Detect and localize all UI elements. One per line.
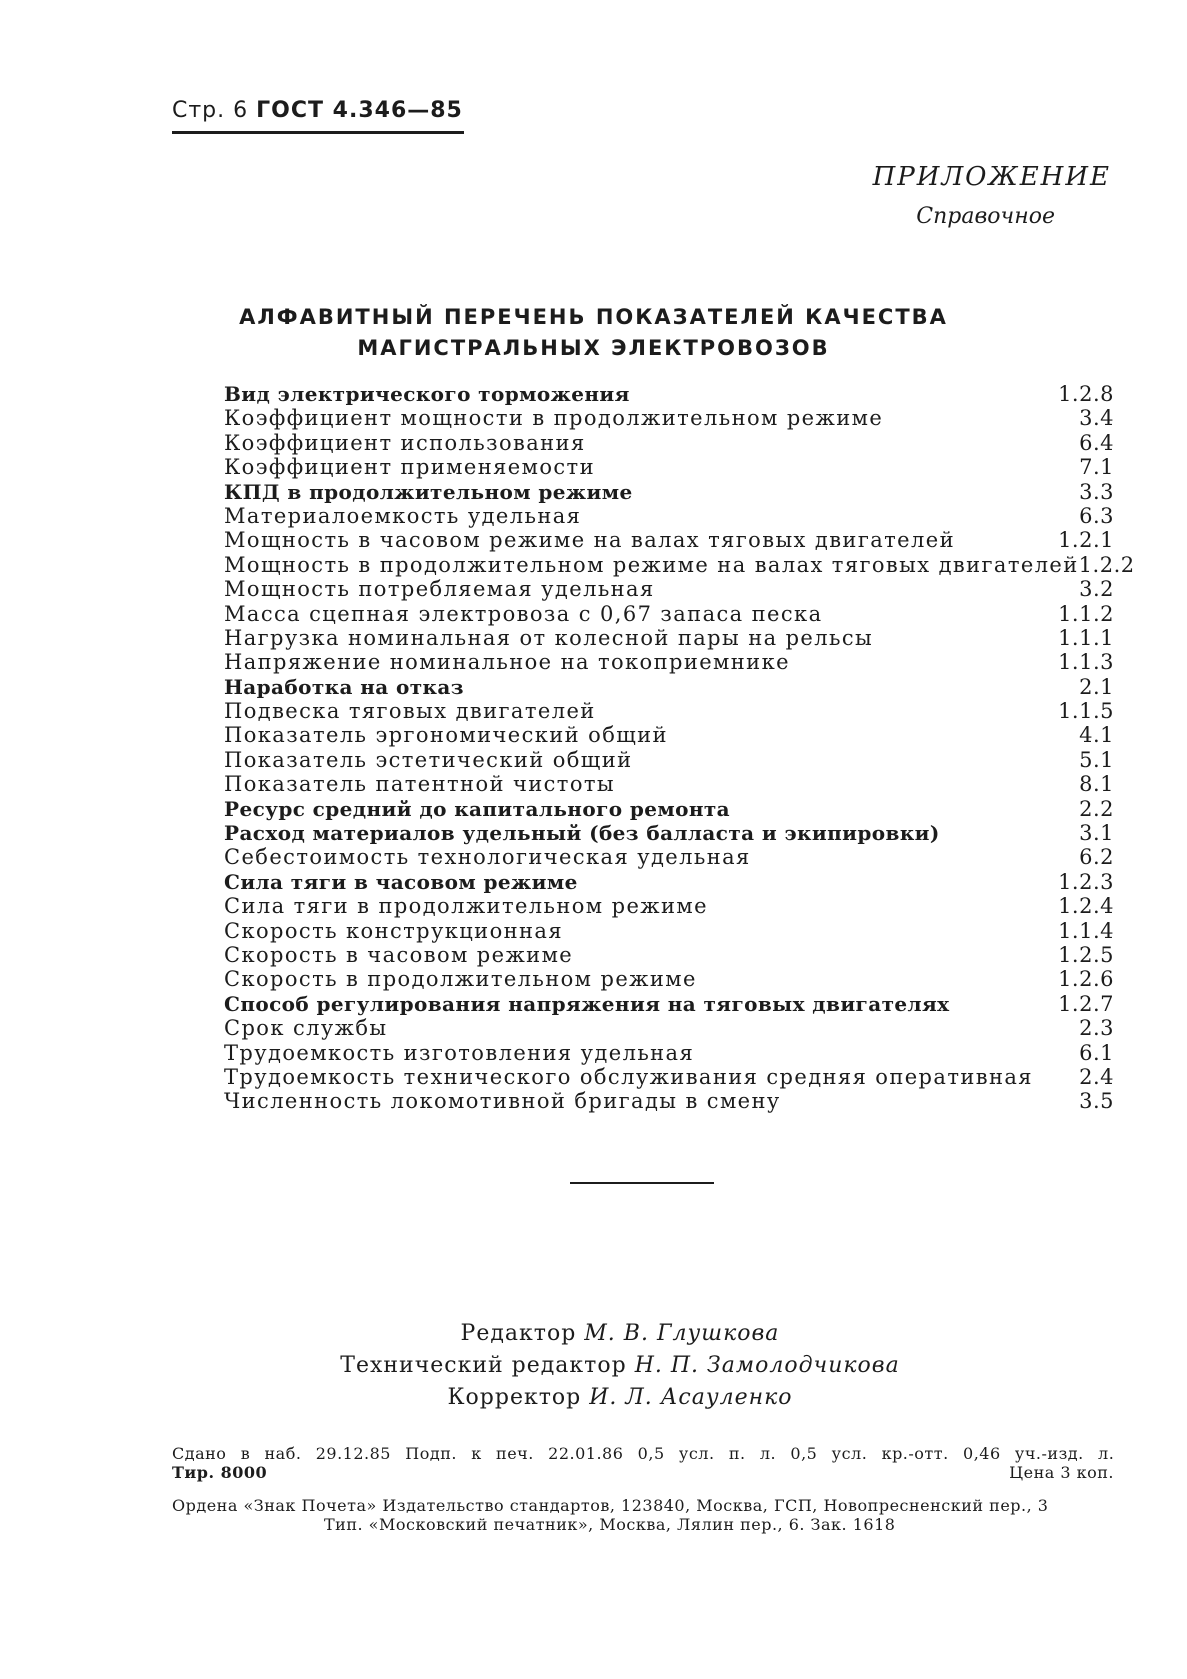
index-row [224, 455, 1114, 479]
index-label: Вид электрического торможения [224, 382, 630, 406]
index-row [224, 602, 1114, 626]
separator-rule [570, 1182, 714, 1184]
imprint-line-1 [172, 1444, 1114, 1463]
editor-role: Редактор [460, 1321, 577, 1346]
index-ref: 1.2.8 [1058, 382, 1114, 406]
index-row [224, 626, 1114, 650]
index-row [224, 992, 1114, 1016]
index-ref: 1.2.1 [1058, 528, 1114, 553]
index-ref: 3.5 [1079, 1089, 1114, 1114]
circulation: Тир. 8000 [172, 1463, 268, 1482]
page-label: Стр. 6 [172, 98, 249, 123]
index-ref: 1.1.3 [1058, 650, 1114, 675]
index-ref: 8.1 [1079, 772, 1114, 797]
title-line-1: АЛФАВИТНЫЙ ПЕРЕЧЕНЬ ПОКАЗАТЕЛЕЙ КАЧЕСТВА [239, 305, 948, 329]
editor-name: М. В. Глушкова [584, 1321, 780, 1346]
index-ref: 3.4 [1079, 406, 1114, 431]
publisher-line: Ордена «Знак Почета» Издательство стандартов, 123840, Москва, ГСП, Новопресненский пер., 3 [172, 1496, 1049, 1515]
index-ref: 1.2.4 [1058, 894, 1114, 919]
index-ref: 2.3 [1079, 1016, 1114, 1041]
index-ref: 1.2.2 [1078, 552, 1135, 577]
index-label: Коэффициент использования [224, 430, 586, 455]
index-label: Нагрузка номинальная от колесной пары на рельсы [224, 625, 874, 650]
index-row [224, 845, 1114, 869]
credits [300, 1318, 940, 1414]
index-ref: 5.1 [1079, 747, 1114, 772]
standard-number: ГОСТ 4.346—85 [256, 98, 463, 123]
index-ref: 2.1 [1079, 674, 1114, 699]
index-label: Трудоемкость технического обслуживания средняя оперативная [224, 1064, 1033, 1089]
index-label: Подвеска тяговых двигателей [224, 699, 596, 724]
index-label: Мощность в продолжительном режиме на валах тяговых двигателей [224, 552, 1079, 577]
index-ref: 2.2 [1079, 796, 1114, 821]
appendix-heading [873, 162, 1111, 229]
index-label: Показатель эргономический общий [224, 723, 668, 748]
index-row [224, 723, 1114, 747]
document-title [0, 302, 1187, 364]
index-ref: 6.3 [1079, 503, 1114, 528]
index-ref: 3.2 [1079, 577, 1114, 602]
index-ref: 6.1 [1079, 1040, 1114, 1065]
index-label: Сила тяги в часовом режиме [224, 869, 578, 894]
index-ref: 7.1 [1079, 455, 1114, 480]
index-label: Скорость в часовом режиме [224, 942, 574, 967]
index-ref: 1.1.4 [1058, 918, 1114, 943]
index-row [224, 431, 1114, 455]
index-row [224, 675, 1114, 699]
index-label: Срок службы [224, 1016, 388, 1041]
index-row [224, 797, 1114, 821]
index-row [224, 870, 1114, 894]
index-ref: 3.1 [1079, 821, 1114, 846]
index-ref: 1.2.7 [1058, 991, 1114, 1016]
index-label: Материалоемкость удельная [224, 503, 582, 528]
tech-editor-line [300, 1350, 940, 1382]
appendix-title: ПРИЛОЖЕНИЕ [872, 162, 1111, 192]
price: Цена 3 коп. [1009, 1463, 1114, 1482]
index-label: Себестоимость технологическая удельная [224, 845, 751, 870]
index-ref: 1.1.5 [1058, 699, 1114, 724]
index-ref: 3.3 [1079, 479, 1114, 504]
index-ref: 1.1.1 [1058, 625, 1114, 650]
index-row [224, 894, 1114, 918]
appendix-subtitle: Справочное [916, 204, 1055, 229]
index-label: Масса сцепная электровоза с 0,67 запаса песка [224, 601, 823, 626]
index-row [224, 528, 1114, 552]
title-line-2: МАГИСТРАЛЬНЫХ ЭЛЕКТРОВОЗОВ [357, 336, 830, 360]
page-header [172, 98, 464, 134]
index-row [224, 772, 1114, 796]
index-row [224, 504, 1114, 528]
index-label: Численность локомотивной бригады в смену [224, 1089, 781, 1114]
index-ref: 1.2.3 [1058, 869, 1114, 894]
index-label: Скорость конструкционная [224, 918, 563, 943]
index-row [224, 382, 1114, 406]
index-ref: 4.1 [1079, 723, 1114, 748]
index-label: Сила тяги в продолжительном режиме [224, 894, 708, 919]
index-ref: 1.2.6 [1058, 967, 1114, 992]
index-row [224, 748, 1114, 772]
index-row [224, 552, 1135, 577]
page-header-text [172, 98, 464, 123]
tech-editor-name: Н. П. Замолодчикова [634, 1353, 900, 1378]
index-row [224, 821, 1114, 845]
index-label: Наработка на отказ [224, 674, 464, 699]
imprint [172, 1444, 1114, 1534]
publisher-info [172, 1496, 1114, 1534]
imprint-line-2 [172, 1463, 1114, 1482]
index-row [224, 1016, 1114, 1040]
index-ref: 6.4 [1079, 430, 1114, 455]
index-row [224, 967, 1114, 991]
index-row [224, 699, 1114, 723]
index-label: Коэффициент применяемости [224, 455, 595, 480]
index-row [224, 1041, 1114, 1065]
index-label: Расход материалов удельный (без балласта и экипировки) [224, 821, 940, 846]
index-label: КПД в продолжительном режиме [224, 479, 633, 504]
index-ref: 1.1.2 [1058, 601, 1114, 626]
index-row [224, 919, 1114, 943]
header-rule [172, 131, 464, 134]
index-label: Трудоемкость изготовления удельная [224, 1040, 695, 1065]
index-label: Способ регулирования напряжения на тяговых двигателях [224, 991, 950, 1016]
index-label: Показатель эстетический общий [224, 747, 633, 772]
index-list [224, 382, 1135, 1114]
index-label: Скорость в продолжительном режиме [224, 967, 697, 992]
index-label: Мощность в часовом режиме на валах тяговых двигателей [224, 528, 955, 553]
index-label: Показатель патентной чистоты [224, 772, 615, 797]
corrector-line [300, 1382, 940, 1414]
index-row [224, 1089, 1114, 1113]
tech-editor-role: Технический редактор [340, 1353, 627, 1378]
index-ref: 6.2 [1079, 845, 1114, 870]
index-row [224, 406, 1114, 430]
index-label: Ресурс средний до капитального ремонта [224, 796, 731, 821]
corrector-name: И. Л. Асауленко [589, 1385, 793, 1410]
editor-line [300, 1318, 940, 1350]
print-details: Сдано в наб. 29.12.85 Подп. к печ. 22.01.86 0,5 усл. п. л. 0,5 усл. кр.-отт. 0,46 уч.-изд. л. [172, 1444, 1115, 1463]
index-ref: 1.2.5 [1058, 942, 1114, 967]
index-label: Мощность потребляемая удельная [224, 577, 655, 602]
index-row [224, 480, 1114, 504]
index-row [224, 943, 1114, 967]
index-ref: 2.4 [1079, 1064, 1114, 1089]
corrector-role: Корректор [447, 1385, 582, 1410]
index-row [224, 1065, 1114, 1089]
index-row [224, 650, 1114, 674]
index-row [224, 577, 1114, 601]
index-label: Коэффициент мощности в продолжительном режиме [224, 406, 884, 431]
index-label: Напряжение номинальное на токоприемнике [224, 650, 790, 675]
printer-line: Тип. «Московский печатник», Москва, Лялин пер., 6. Зак. 1618 [324, 1515, 896, 1534]
